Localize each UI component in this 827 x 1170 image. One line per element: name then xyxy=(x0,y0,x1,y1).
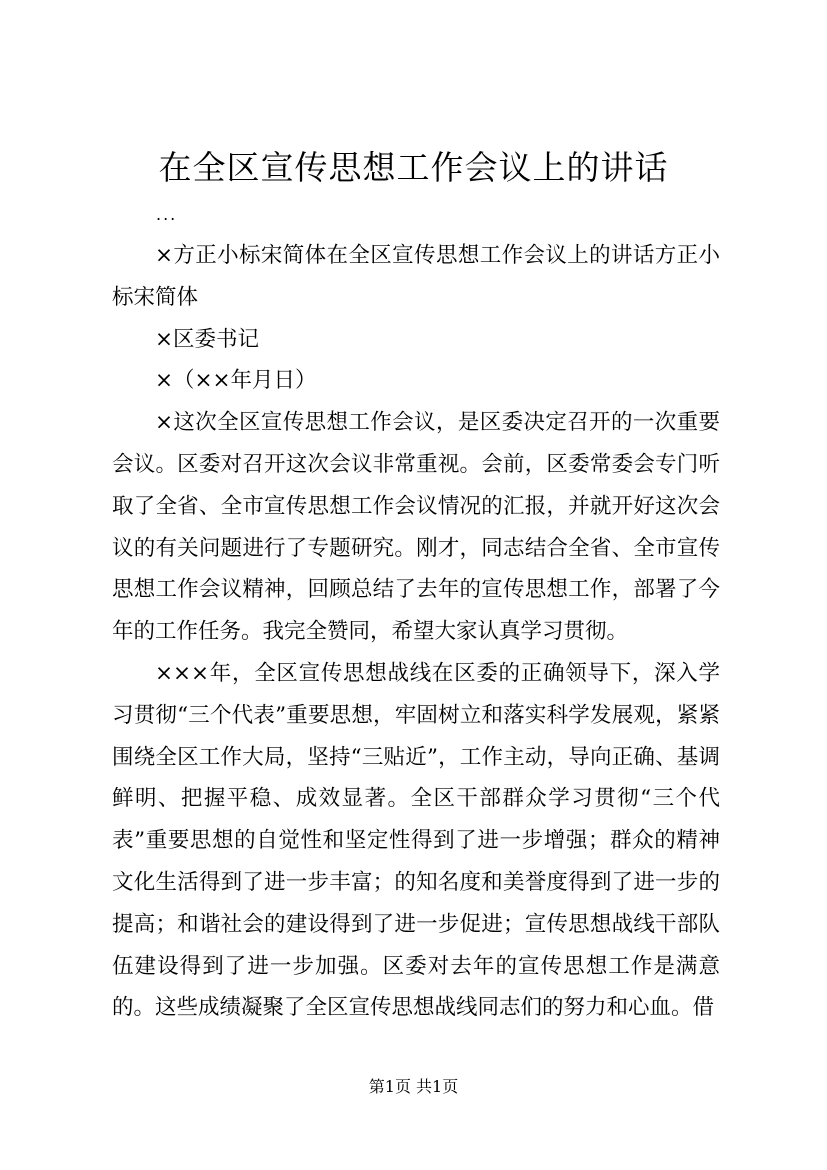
paragraph-subtitle: ×方正小标宋简体在全区宣传思想工作会议上的讲话方正小标宋简体 xyxy=(112,243,720,310)
ellipsis-marker: ... xyxy=(156,205,178,224)
paragraph-review: ×××年，全区宣传思想战线在区委的正确领导下，深入学习贯彻“三个代表”重要思想，牢固树立和落实科学发展观，紧紧围绕全区工作大局，坚持“三贴近”，工作主动，导向正确、基调鲜明、把握平稳、成效显著。全区干部群众学习贯彻“三个代表”重要思想的自觉性和坚定性得到了进一步增强；群众的精神文化生活得到了进一步丰富；的知名度和美誉度得到了进一步的提高；和谐社会的建设得到了进一步促进；宣传思想战线干部队伍建设得到了进一步加强。区委对去年的宣传思想工作是满意的。这些成绩凝聚了全区宣传思想战线同志们的努力和心血。借 xyxy=(112,660,720,1021)
paragraph-intro: ×这次全区宣传思想工作会议，是区委决定召开的一次重要会议。区委对召开这次会议非常重视。会前，区委常委会专门听取了全省、全市宣传思想工作会议情况的汇报，并就开好这次会议的有关问题进行了专题研究。刚才，同志结合全省、全市宣传思想工作会议精神，回顾总结了去年的宣传思想工作，部署了今年的工作任务。我完全赞同，希望大家认真学习贯彻。 xyxy=(112,410,720,645)
document-body xyxy=(112,235,720,1029)
page-title: 在全区宣传思想工作会议上的讲话 xyxy=(158,148,669,187)
paragraph-date: ×（××年月日） xyxy=(155,368,317,394)
page-footer: 第1页 共1页 xyxy=(368,1077,459,1096)
paragraph-speaker: ×区委书记 xyxy=(155,326,260,352)
